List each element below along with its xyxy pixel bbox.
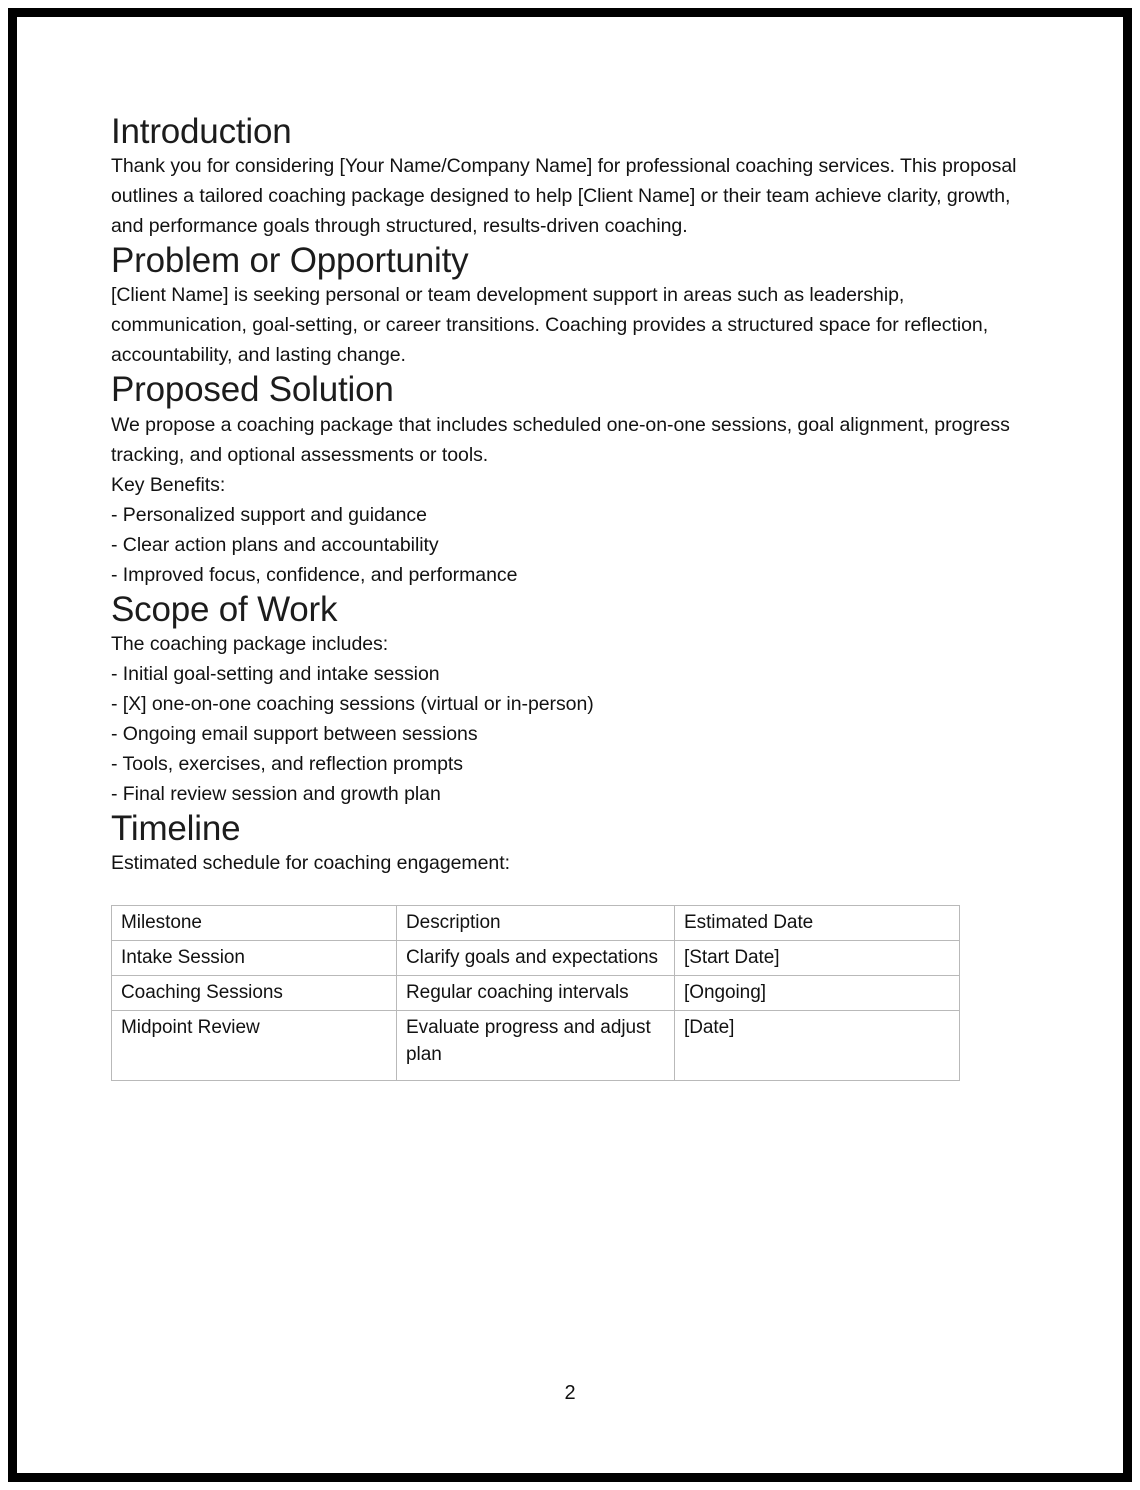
table-row <box>112 940 960 975</box>
heading-problem-or-opportunity: Problem or Opportunity <box>111 241 469 281</box>
list-item: - [X] one-on-one coaching sessions (virtual or in-person) <box>111 692 594 715</box>
list-item: - Clear action plans and accountability <box>111 533 439 556</box>
table-row <box>112 1010 960 1080</box>
page-border <box>8 8 1132 1482</box>
list-item: - Final review session and growth plan <box>111 782 441 805</box>
key-benefits-list <box>111 500 1027 590</box>
table-header-cell: Milestone <box>112 905 397 940</box>
key-benefits-label: Key Benefits: <box>111 473 226 496</box>
paragraph-introduction: Thank you for considering [Your Name/Company Name] for professional coaching services. This proposal outlines a tailored coaching package designed to help [Client Name] or their team achieve clarity, growth, and performance goals through structured, results-driven coaching. <box>111 155 1017 238</box>
table-cell-milestone: Coaching Sessions <box>112 975 397 1010</box>
list-item: - Improved focus, confidence, and performance <box>111 563 518 586</box>
table-cell-estimated-date: [Start Date] <box>675 940 960 975</box>
table-cell-estimated-date: [Date] <box>675 1010 960 1080</box>
table-cell-description: Regular coaching intervals <box>397 975 675 1010</box>
paragraph-proposed-solution: We propose a coaching package that includes scheduled one-on-one sessions, goal alignment, progress tracking, and optional assessments or tools. <box>111 413 1010 466</box>
list-item: - Tools, exercises, and reflection prompts <box>111 752 463 775</box>
page-number: 2 <box>564 1382 576 1404</box>
document-content <box>111 112 1027 1081</box>
paragraph-scope-of-work: The coaching package includes: <box>111 632 389 655</box>
table-header-row <box>112 905 960 940</box>
heading-timeline: Timeline <box>111 808 241 848</box>
list-item: - Initial goal-setting and intake session <box>111 662 440 685</box>
list-item: - Ongoing email support between sessions <box>111 722 478 745</box>
paragraph-problem-or-opportunity: [Client Name] is seeking personal or team development support in areas such as leadership, communication, goal-setting, or career transitions. Coaching provides a structured space for reflection, accountability, and lasting change. <box>111 284 989 367</box>
table-row <box>112 975 960 1010</box>
table-cell-description: Clarify goals and expectations <box>397 940 675 975</box>
list-item: - Personalized support and guidance <box>111 503 427 526</box>
table-header-cell: Estimated Date <box>675 905 960 940</box>
table-cell-description: Evaluate progress and adjust plan <box>397 1010 675 1080</box>
table-cell-milestone: Midpoint Review <box>112 1010 397 1080</box>
timeline-table <box>111 905 960 1081</box>
heading-proposed-solution: Proposed Solution <box>111 370 394 410</box>
table-cell-estimated-date: [Ongoing] <box>675 975 960 1010</box>
paragraph-timeline: Estimated schedule for coaching engagement: <box>111 851 510 874</box>
table-cell-milestone: Intake Session <box>112 940 397 975</box>
heading-scope-of-work: Scope of Work <box>111 589 338 629</box>
table-header-cell: Description <box>397 905 675 940</box>
heading-introduction: Introduction <box>111 112 292 151</box>
document-page <box>17 17 1123 1473</box>
scope-of-work-list <box>111 659 1027 809</box>
